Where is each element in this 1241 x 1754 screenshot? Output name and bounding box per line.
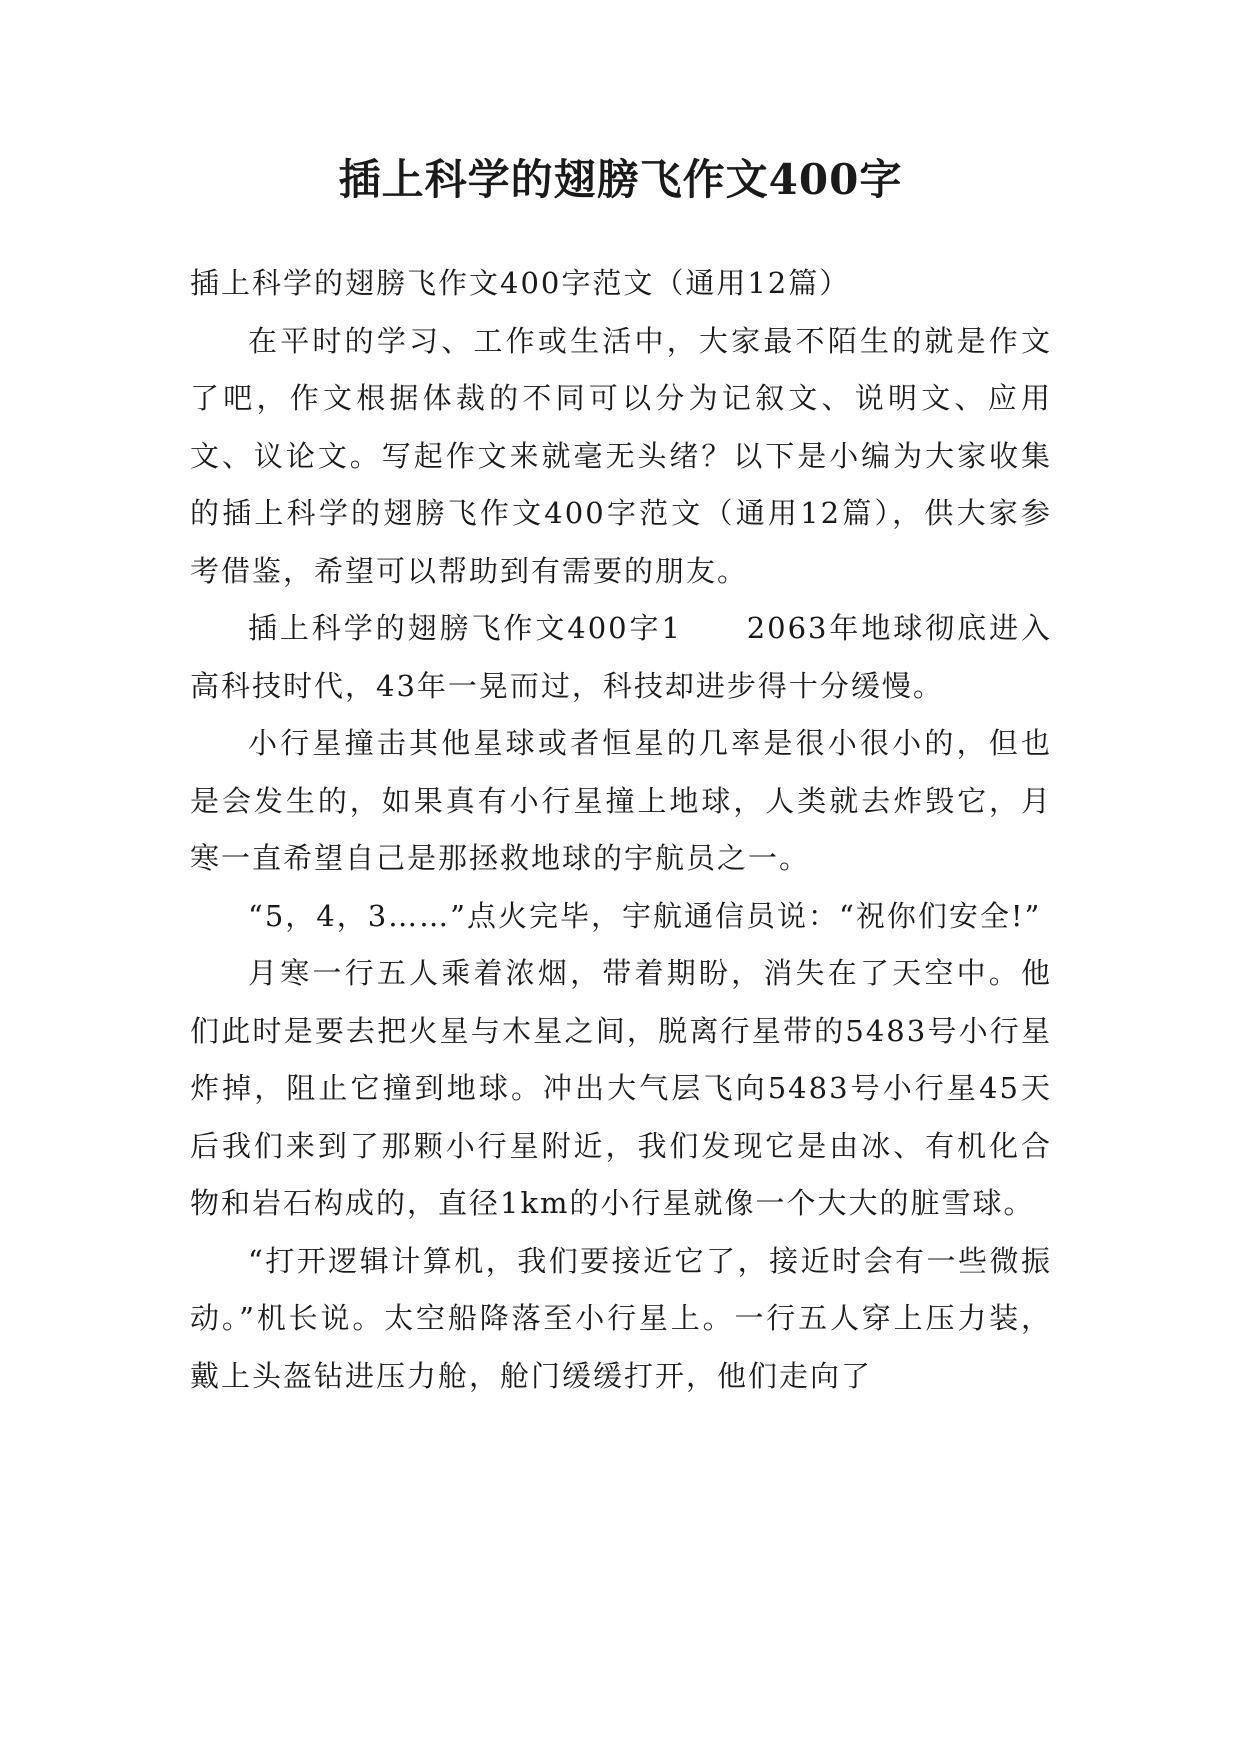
- essay-paragraph: 小行星撞击其他星球或者恒星的几率是很小很小的，但也是会发生的，如果真有小行星撞上地球，人类就去炸毁它，月寒一直希望自己是那拯救地球的宇航员之一。: [190, 726, 1052, 875]
- intro-paragraph: 在平时的学习、工作或生活中，大家最不陌生的就是作文了吧，作文根据体裁的不同可以分为记叙文、说明文、应用文、议论文。写起作文来就毫无头绪？以下是小编为大家收集的插上科学的翅膀飞作文400字范文（通用12篇），供大家参考借鉴，希望可以帮助到有需要的朋友。: [190, 323, 1052, 588]
- essay-paragraph: “打开逻辑计算机，我们要接近它了，接近时会有一些微振动。”机长说。太空船降落至小行星上。一行五人穿上压力装，戴上头盔钻进压力舱，舱门缓缓打开，他们走向了: [190, 1243, 1052, 1393]
- subtitle-paragraph: 插上科学的翅膀飞作文400字范文（通用12篇）: [190, 266, 851, 300]
- essay-paragraph: 月寒一行五人乘着浓烟，带着期盼，消失在了天空中。他们此时是要去把火星与木星之间，脱离行星带的5483号小行星炸掉，阻止它撞到地球。冲出大气层飞向5483号小行星45天后我们来到了那颗小行星附近，我们发现它是由冰、有机化合物和岩石构成的，直径1km的小行星就像一个大大的脏雪球。: [190, 956, 1052, 1220]
- essay-paragraph: “5，4，3……”点火完毕，宇航通信员说：“祝你们安全!”: [248, 898, 1042, 933]
- document-body: [190, 255, 1052, 1405]
- document-title: 插上科学的翅膀飞作文400字: [338, 155, 903, 204]
- essay-paragraph: 插上科学的翅膀飞作文400字1 2063年地球彻底进入高科技时代，43年一晃而过，科技却进步得十分缓慢。: [190, 611, 1052, 703]
